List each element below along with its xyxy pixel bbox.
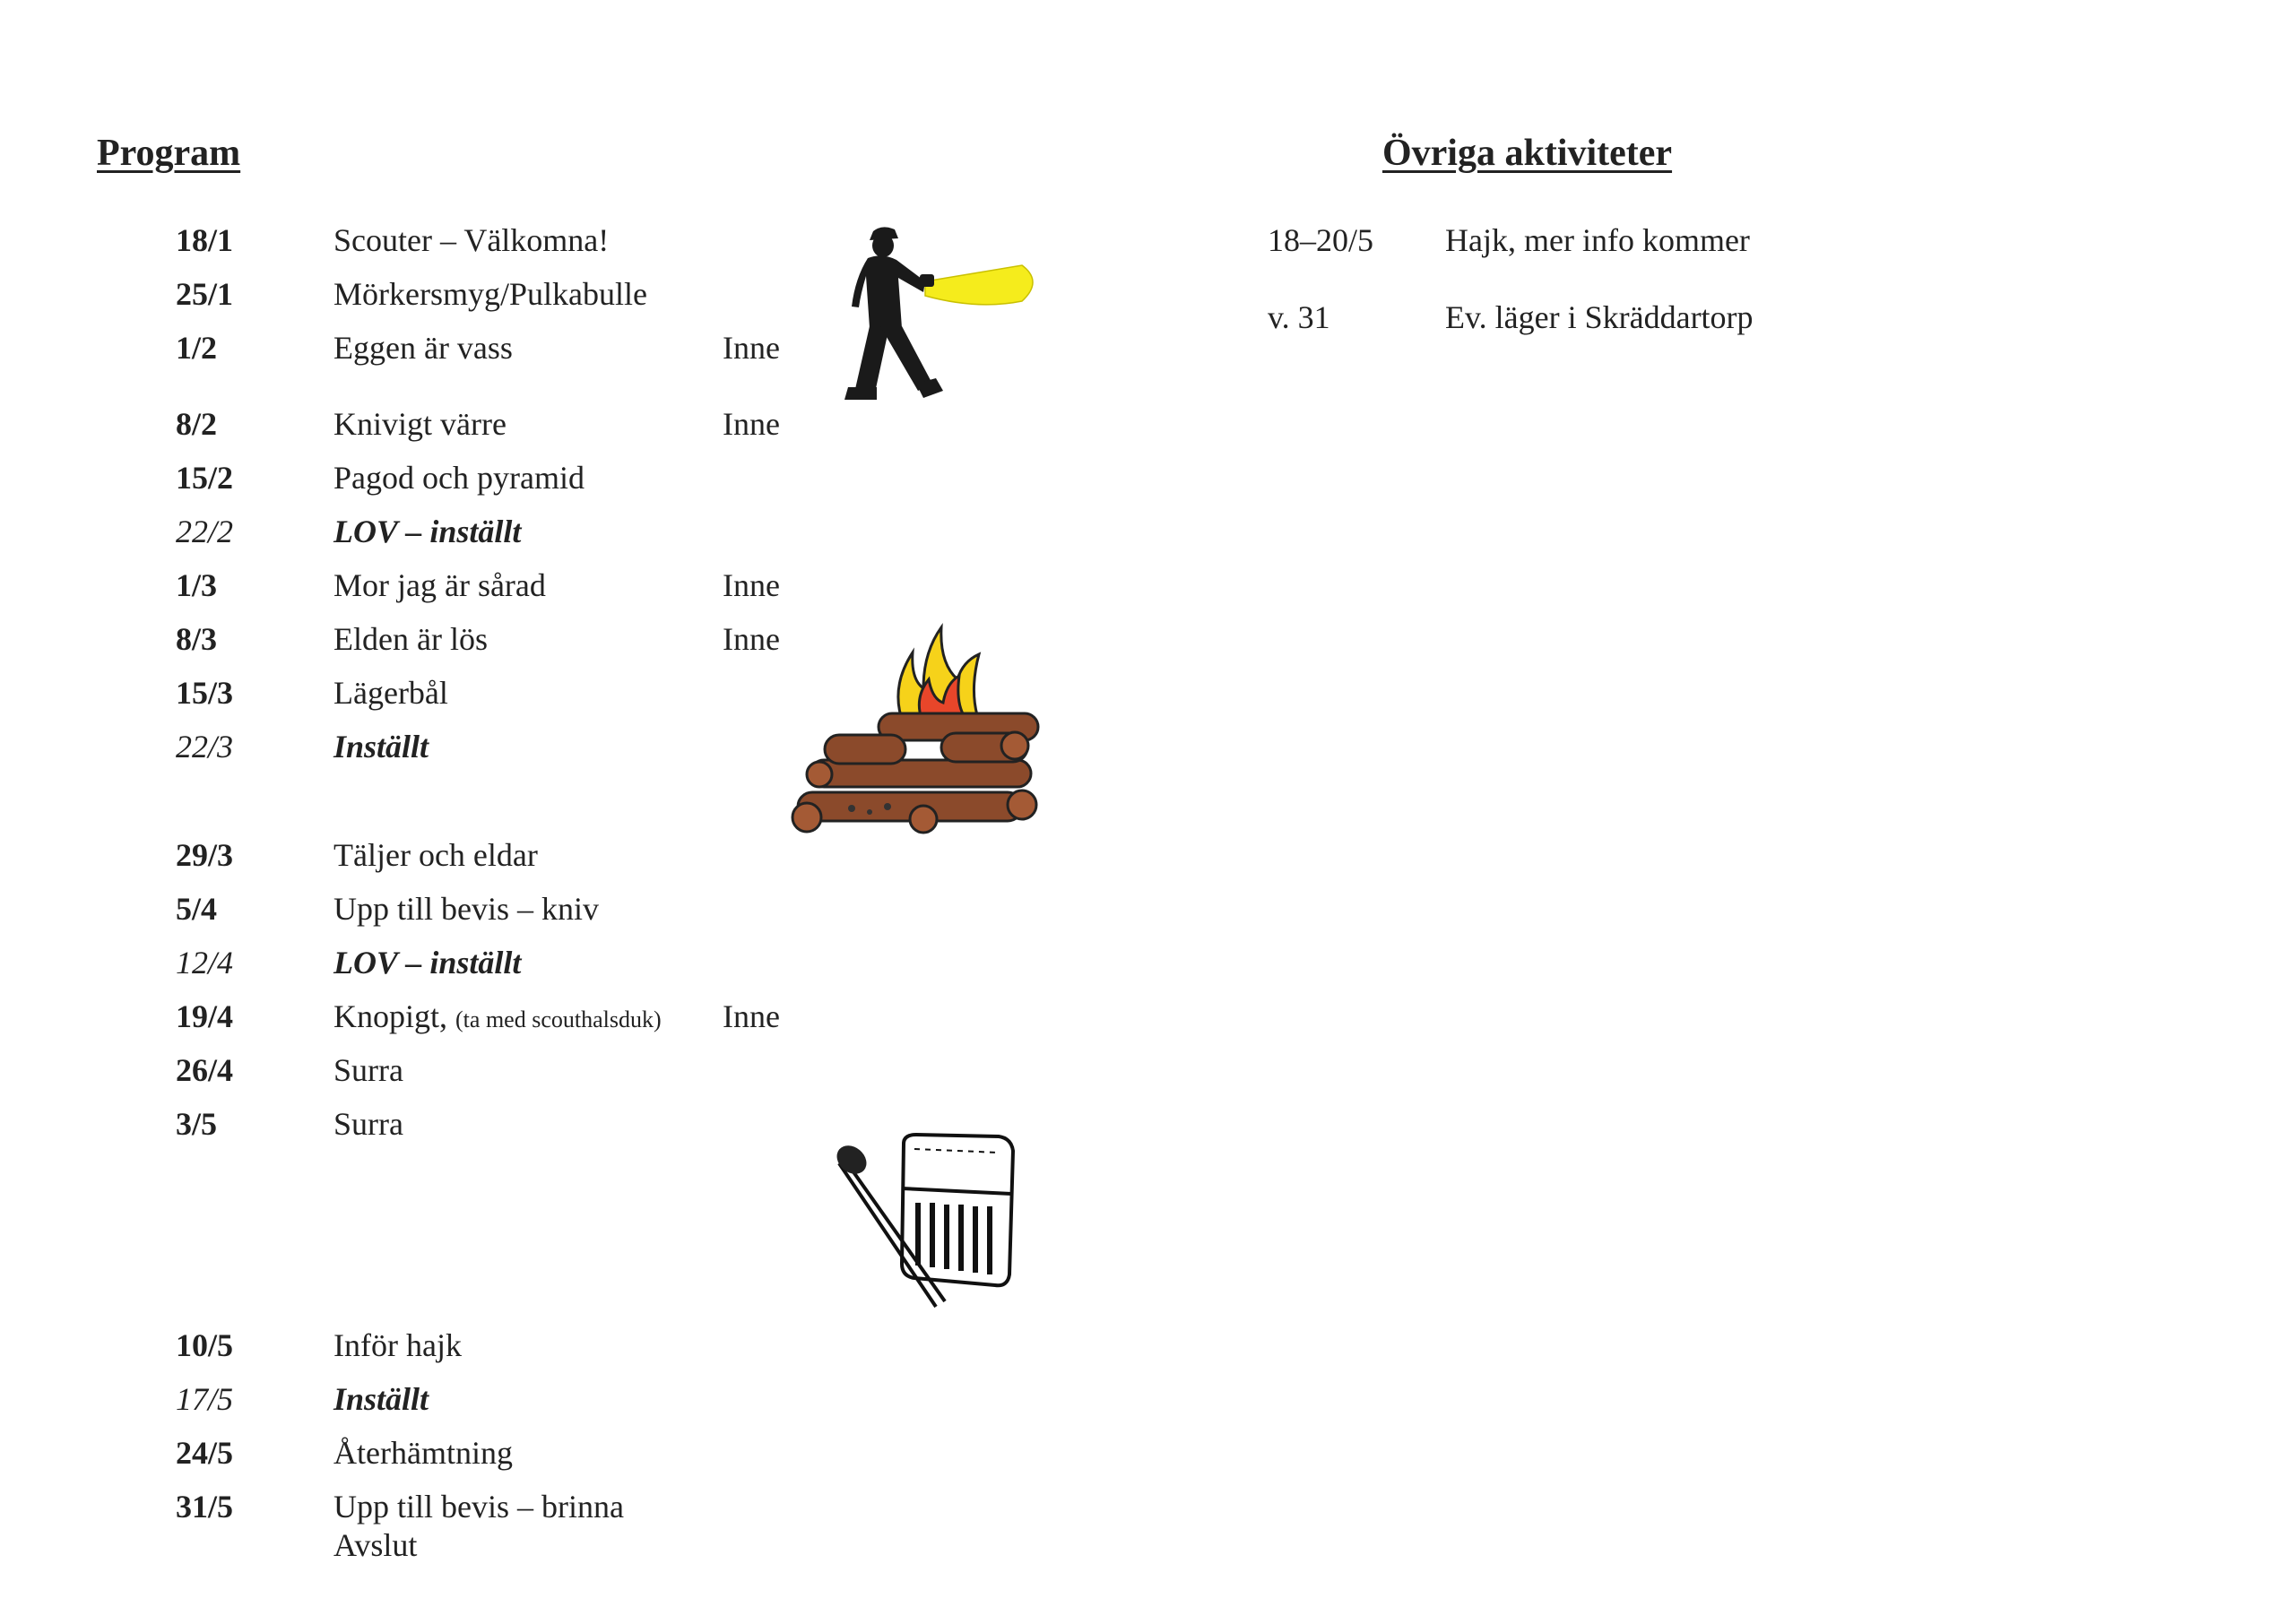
- program-title: Scouter – Välkomna!: [333, 222, 610, 258]
- program-date: 25/1: [176, 276, 234, 312]
- program-title: Återhämtning: [333, 1435, 513, 1471]
- program-date: 18/1: [176, 222, 234, 258]
- program-title: Inställt: [333, 1381, 429, 1417]
- program-title: Surra: [333, 1106, 403, 1142]
- program-title: Täljer och eldar: [333, 837, 538, 873]
- program-title: Knivigt värre: [333, 406, 507, 442]
- program-title: Lägerbål: [333, 675, 448, 711]
- ovriga-date: 18–20/5: [1268, 222, 1374, 258]
- program-date: 1/3: [176, 567, 218, 603]
- program-title: Inför hajk: [333, 1327, 462, 1363]
- program-note: Inne: [723, 998, 780, 1034]
- ovriga-date: v. 31: [1268, 299, 1330, 335]
- program-title: Upp till bevis – kniv: [333, 891, 599, 927]
- program-title: Pagod och pyramid: [333, 460, 585, 496]
- program-title: Surra: [333, 1052, 403, 1088]
- program-date: 22/3: [176, 729, 234, 764]
- campfire-icon: [789, 617, 1040, 841]
- program-date: 3/5: [176, 1106, 218, 1142]
- program-date: 8/3: [176, 621, 218, 657]
- program-date: 10/5: [176, 1327, 234, 1363]
- program-title: LOV – inställt: [333, 945, 522, 980]
- program-date: 22/2: [176, 514, 234, 549]
- program-title: LOV – inställt: [333, 514, 522, 549]
- program-date: 31/5: [176, 1489, 234, 1525]
- program-title-subline: Avslut: [333, 1527, 418, 1563]
- program-title: Inställt: [333, 729, 429, 764]
- program-date: 15/3: [176, 675, 234, 711]
- program-date: 1/2: [176, 330, 218, 366]
- program-date: 17/5: [176, 1381, 234, 1417]
- program-date: 26/4: [176, 1052, 234, 1088]
- program-title-note: (ta med scouthalsduk): [455, 1006, 662, 1032]
- program-date: 19/4: [176, 998, 234, 1034]
- program-title: Mörkersmyg/Pulkabulle: [333, 276, 647, 312]
- program-title: Mor jag är sårad: [333, 567, 546, 603]
- program-date: 24/5: [176, 1435, 234, 1471]
- program-note: Inne: [723, 406, 780, 442]
- program-date: 8/2: [176, 406, 218, 442]
- program-date: 5/4: [176, 891, 218, 927]
- program-heading: Program: [97, 133, 241, 174]
- program-date: 12/4: [176, 945, 234, 980]
- program-title: Upp till bevis – brinna: [333, 1489, 624, 1525]
- program-title-main: Knopigt,: [333, 998, 448, 1034]
- program-title: Elden är lös: [333, 621, 488, 657]
- program-date: 15/2: [176, 460, 234, 496]
- ovriga-title: Ev. läger i Skräddartorp: [1445, 299, 1754, 335]
- program-note: Inne: [723, 567, 780, 603]
- program-date: 29/3: [176, 837, 234, 873]
- program-title: [333, 994, 662, 1042]
- ovriga-title: Hajk, mer info kommer: [1445, 222, 1750, 258]
- program-note: Inne: [723, 330, 780, 366]
- ovriga-aktiviteter-heading: Övriga aktiviteter: [1382, 133, 1673, 174]
- program-title: Eggen är vass: [333, 330, 513, 366]
- person-with-flashlight-icon: [843, 222, 1040, 410]
- program-note: Inne: [723, 621, 780, 657]
- matchbox-icon: [832, 1131, 1029, 1310]
